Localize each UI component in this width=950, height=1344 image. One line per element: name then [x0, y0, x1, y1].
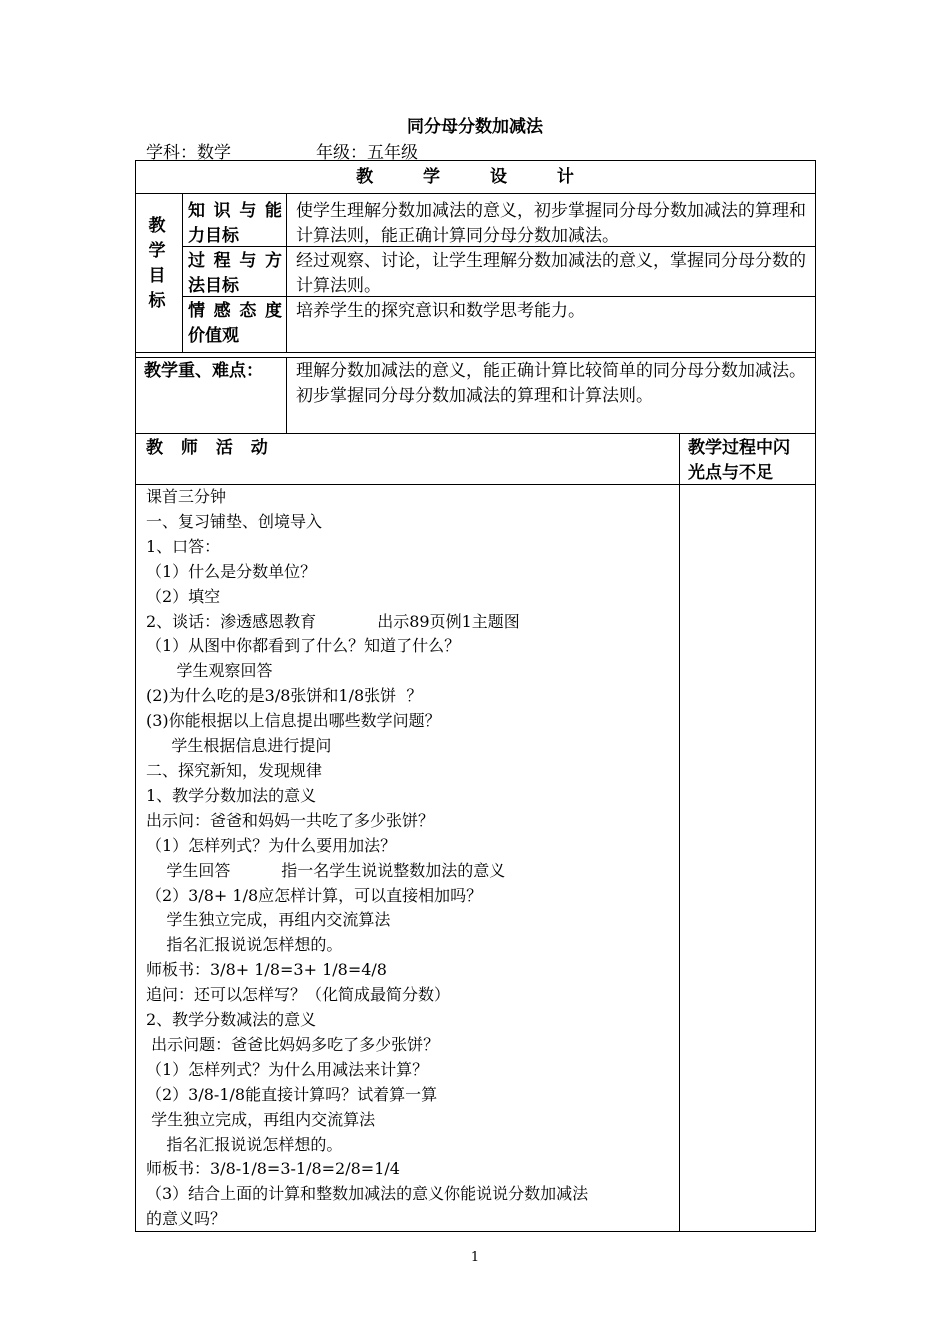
activity-line: （1）怎样列式？为什么用减法来计算？	[146, 1059, 429, 1079]
teacher-activity-content	[146, 485, 674, 1232]
activity-line: （2）3/8+ 1/8应怎样计算，可以直接相加吗？	[146, 885, 483, 905]
key-points-text: 理解分数加减法的意义，能正确计算比较简单的同分母分数加减法。 初步掌握同分母分数加减法的算理和计算法则。	[296, 361, 806, 406]
goal-label-knowledge: 知识与能 力目标	[188, 201, 282, 246]
activity-line: （2）3/8-1/8能直接计算吗？试着算一算	[146, 1084, 438, 1104]
activity-line: 1、教学分数加法的意义	[146, 785, 317, 805]
activity-line: （1）怎样列式？为什么要用加法？	[146, 835, 397, 855]
goal-label-process: 过程与方 法目标	[188, 251, 282, 296]
activity-line: 2、谈话：渗透感恩教育 出示89页例1主题图	[146, 611, 520, 631]
rule-key-end	[135, 433, 816, 434]
activity-line: 指名汇报说说怎样想的。	[146, 935, 343, 955]
activity-line: 学生观察回答	[146, 661, 273, 681]
activity-line: (3)你能根据以上信息提出哪些数学问题？	[146, 711, 441, 731]
grade-label: 年级：五年级	[316, 143, 418, 163]
highlight-header: 教学过程中闪 光点与不足	[688, 438, 790, 483]
design-header: 教 学 设 计	[356, 167, 596, 187]
activity-line: （2）填空	[146, 586, 221, 606]
activity-line: 指名汇报说说怎样想的。	[146, 1134, 343, 1154]
activity-line: 追问：还可以怎样写？（化简成最简分数）	[146, 985, 451, 1005]
goal-text-process: 经过观察、讨论，让学生理解分数加减法的意义，掌握同分母分数的计算法则。	[296, 251, 806, 296]
page-number: 1	[470, 1250, 480, 1265]
rule-design	[135, 193, 816, 194]
rule-goals-col-2	[286, 193, 287, 352]
activity-line: 出示问题：爸爸比妈妈多吃了多少张饼？	[146, 1034, 440, 1054]
activity-line: 师板书：3/8-1/8=3-1/8=2/8=1/4	[146, 1159, 400, 1179]
key-points-label: 教学重、难点：	[144, 361, 263, 381]
rule-key-col	[286, 357, 287, 433]
goals-vertical-label: 教 学 目 标	[148, 216, 166, 311]
document-title: 同分母分数加减法	[407, 117, 543, 137]
goal-label-attitude: 情感态度 价值观	[188, 301, 282, 346]
goal-text-attitude: 培养学生的探究意识和数学思考能力。	[296, 301, 585, 321]
activity-line: 2、教学分数减法的意义	[146, 1010, 317, 1030]
activity-line: 1、口答：	[146, 536, 221, 556]
activity-line: 学生根据信息进行提问	[146, 736, 332, 756]
activity-line: 二、探究新知，发现规律	[146, 760, 323, 780]
subject-label: 学科：数学	[146, 143, 231, 163]
activity-line: 学生独立完成，再组内交流算法	[146, 910, 391, 930]
activity-line: 出示问：爸爸和妈妈一共吃了多少张饼？	[146, 810, 435, 830]
activity-line: 课首三分钟	[146, 487, 227, 506]
activity-line: （1）什么是分数单位？	[146, 561, 317, 581]
goal-text-knowledge: 使学生理解分数加减法的意义，初步掌握同分母分数加减法的算理和计算法则，能正确计算同分母分数加减法。	[296, 201, 806, 246]
rule-goals-end	[135, 352, 816, 353]
activity-line: (2)为什么吃的是3/8张饼和1/8张饼 ？	[146, 686, 423, 706]
rule-activity-col	[679, 433, 680, 1232]
rule-key-start	[135, 357, 816, 358]
activity-line: 学生独立完成，再组内交流算法	[146, 1109, 376, 1129]
rule-goals-col-1	[182, 193, 183, 352]
activity-line: 学生回答 指一名学生说说整数加法的意义	[146, 860, 506, 880]
activity-line: 一、复习铺垫、创境导入	[146, 511, 323, 531]
activity-line: 师板书：3/8+ 1/8=3+ 1/8=4/8	[146, 960, 387, 980]
activity-line: （1）从图中你都看到了什么？知道了什么？	[146, 636, 461, 656]
activity-line: （3）结合上面的计算和整数加减法的意义你能说说分数加减法	[146, 1184, 589, 1204]
activity-line: 的意义吗？	[146, 1209, 227, 1229]
teacher-activity-header: 教 师 活 动	[146, 438, 274, 458]
